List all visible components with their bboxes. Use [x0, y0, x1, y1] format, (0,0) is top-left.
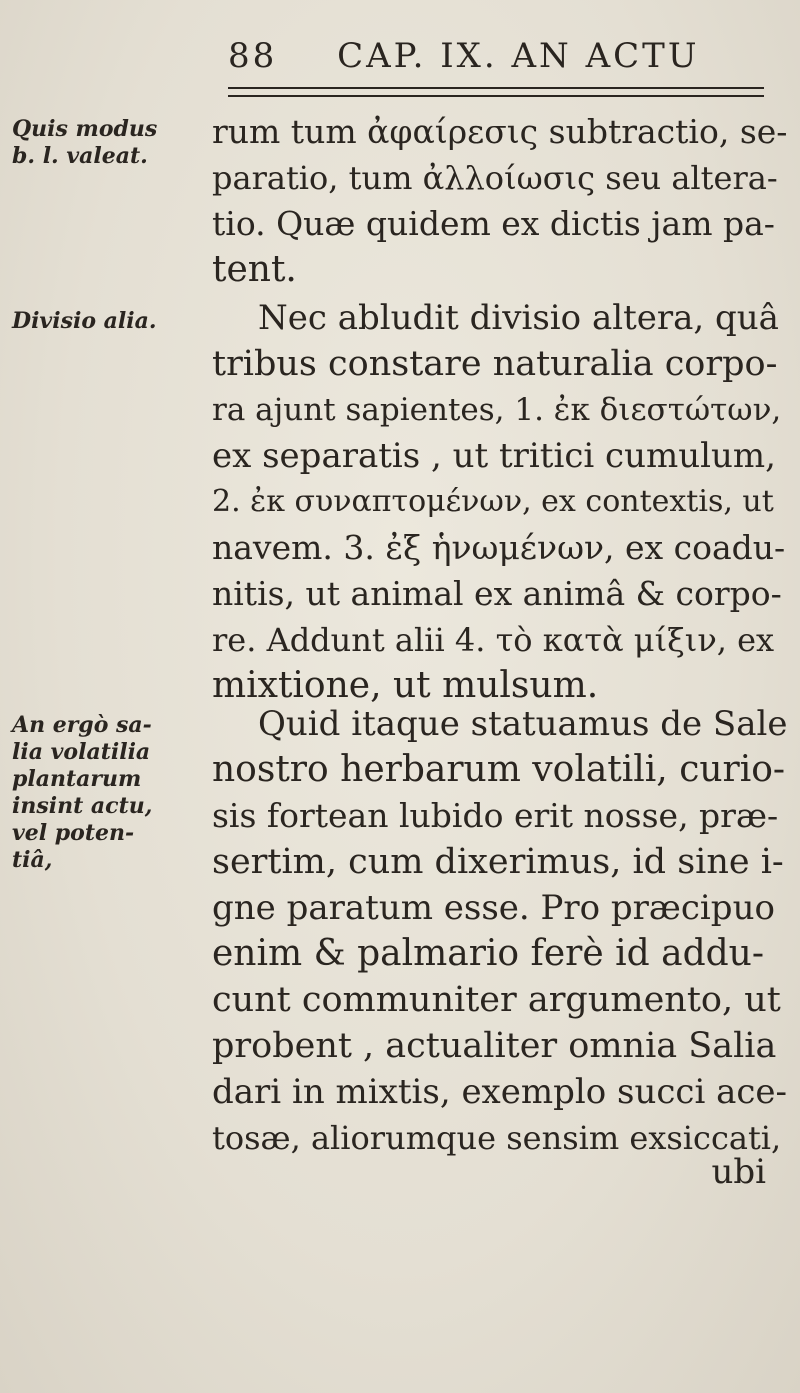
text-line: tribus constare naturalia corpo- — [212, 344, 778, 384]
text-line: mixtione, ut mulsum. — [212, 665, 599, 706]
marginal-note-quis-modus: Quis modus b. l. valeat. — [12, 116, 158, 169]
marginal-note-divisio: Divisio alia. — [12, 308, 157, 334]
text-line: Quid itaque statuamus de Sale — [258, 704, 788, 744]
text-line: sertim, cum dixerimus, id sine i- — [212, 842, 784, 882]
text-line: Nec abludit divisio altera, quâ — [258, 298, 779, 338]
page-header — [228, 36, 700, 76]
text-line: tio. Quæ quidem ex dictis jam pa- — [212, 204, 775, 243]
running-title: CAP. IX. AN ACTU — [337, 36, 700, 76]
marginal-note-an-ergo: An ergò sa- lia volatilia plantarum insint actu, vel poten- tiâ, — [12, 712, 153, 873]
text-line: tent. — [212, 249, 297, 290]
text-line: dari in mixtis, exemplo succi ace- — [212, 1072, 788, 1112]
text-line: ex separatis , ut tritici cumulum, — [212, 436, 776, 476]
text-line: navem. 3. ἐξ ἡνωμένων, ex coadu- — [212, 528, 786, 567]
text-line: paratio, tum ἀλλοίωσις seu altera- — [212, 159, 778, 197]
text-line: ra ajunt sapientes, 1. ἐκ διεστώτων, — [212, 392, 782, 428]
text-line: re. Addunt alii 4. τὸ κατὰ μίξιν, ex — [212, 621, 775, 659]
text-line: cunt communiter argumento, ut — [212, 980, 781, 1020]
text-line: 2. ἐκ συναπτομένων, ex contextis, ut — [212, 484, 774, 519]
page-number: 88 — [228, 36, 278, 76]
text-line: nitis, ut animal ex animâ & corpo- — [212, 574, 782, 613]
text-line: probent , actualiter omnia Salia — [212, 1026, 777, 1066]
text-line: tosæ, aliorumque sensim exsiccati, — [212, 1119, 782, 1157]
text-line: nostro herbarum volatili, curio- — [212, 749, 786, 790]
text-line: sis fortean lubido erit nosse, præ- — [212, 796, 779, 835]
catchword: ubi — [711, 1152, 766, 1192]
text-line: enim & palmario ferè id addu- — [212, 933, 765, 974]
text-line: gne paratum esse. Pro præcipuo — [212, 888, 775, 928]
text-line: rum tum ἀφαίρεσις subtractio, se- — [212, 112, 788, 151]
header-rule — [228, 87, 764, 97]
